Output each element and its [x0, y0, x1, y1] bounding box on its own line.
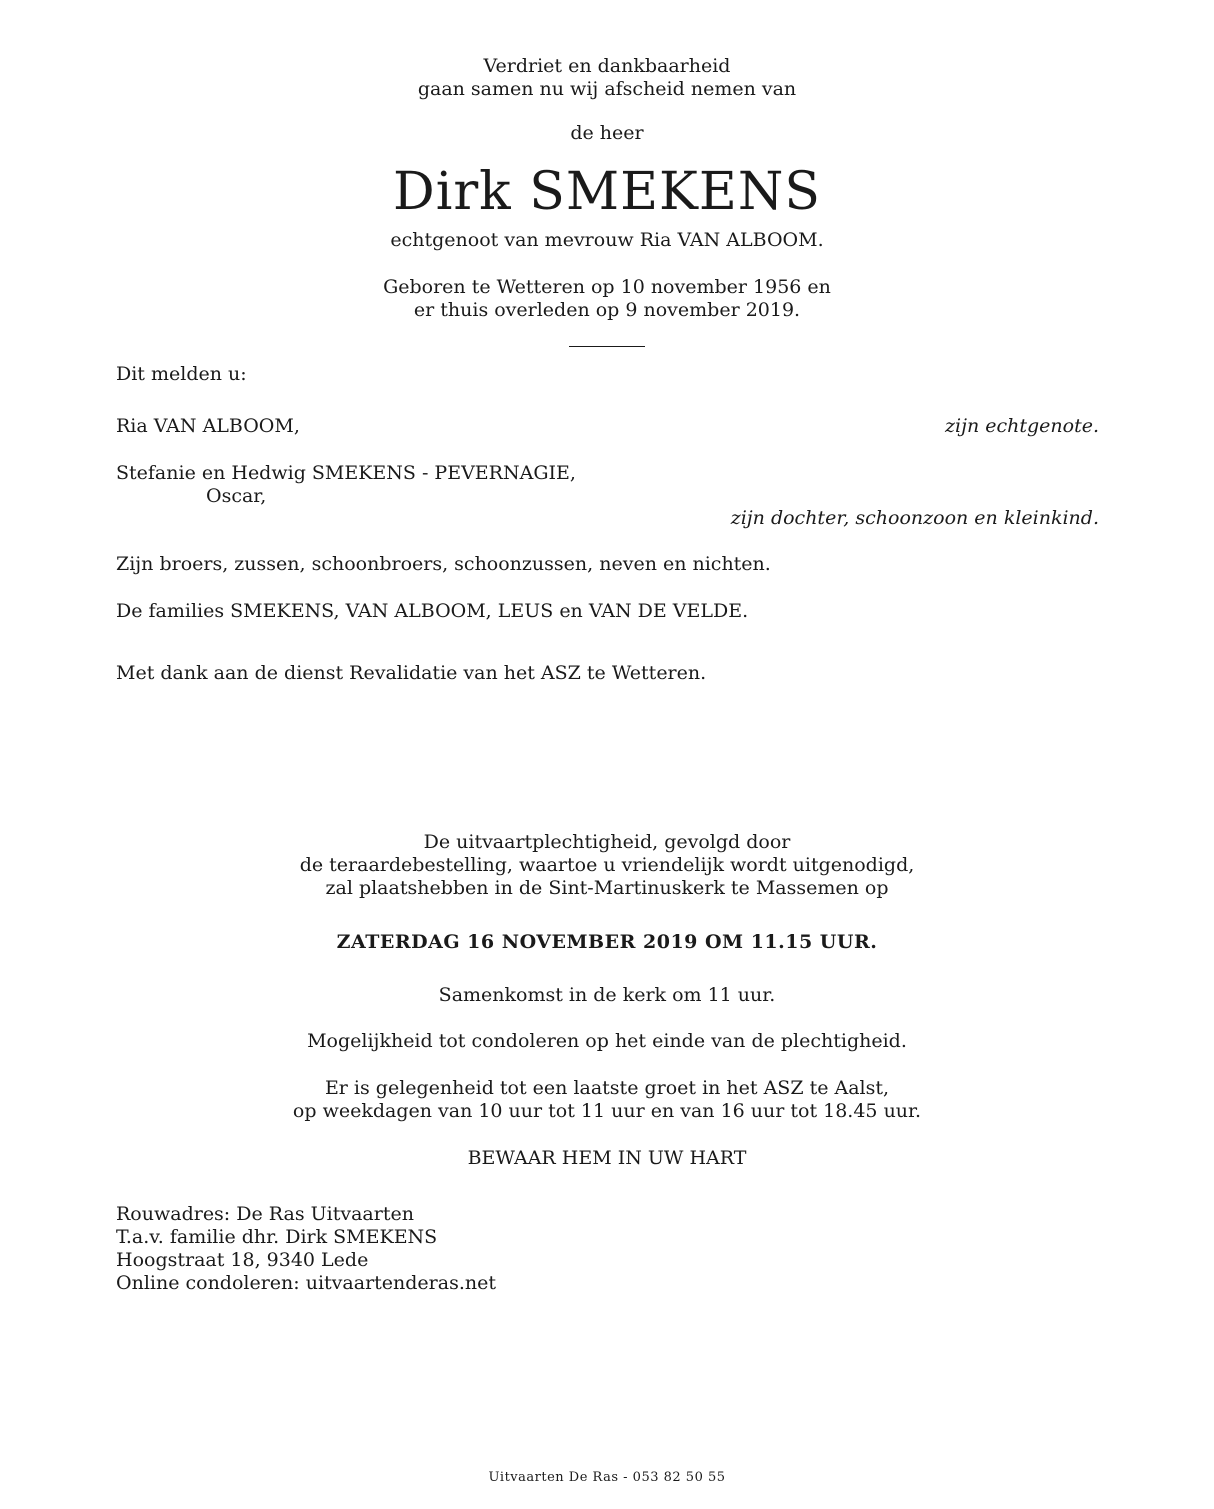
ceremony-line-2: de teraardebestelling, waartoe u vriendelijk wordt uitgenodigd,: [299, 854, 915, 876]
announcement-intro: Dit melden u:: [116, 363, 247, 385]
death-line: er thuis overleden op 9 november 2019.: [413, 299, 801, 321]
ceremony-line-1: De uitvaartplechtigheid, gevolgd door: [423, 831, 791, 853]
family-member-name: Stefanie en Hedwig SMEKENS - PEVERNAGIE,: [116, 462, 576, 484]
title-prefix: de heer: [570, 122, 644, 144]
condolence-line: Mogelijkheid tot condoleren op het einde van de plechtigheid.: [307, 1030, 907, 1052]
intro-line-1: Verdriet en dankbaarheid: [483, 55, 731, 77]
address-line-1: Rouwadres: De Ras Uitvaarten: [116, 1203, 414, 1225]
ceremony-date: ZATERDAG 16 NOVEMBER 2019 OM 11.15 UUR.: [336, 931, 878, 953]
birth-line: Geboren te Wetteren op 10 november 1956 en: [383, 276, 831, 298]
relatives-line: Zijn broers, zussen, schoonbroers, schoonzussen, neven en nichten.: [116, 553, 771, 575]
ceremony-line-3: zal plaatshebben in de Sint-Martinuskerk te Massemen op: [325, 877, 889, 899]
family-member-relation: zijn echtgenote.: [944, 415, 1099, 437]
footer-text: Uitvaarten De Ras - 053 82 50 55: [488, 1470, 726, 1485]
separator-line: [569, 346, 645, 347]
families-line: De families SMEKENS, VAN ALBOOM, LEUS en VAN DE VELDE.: [116, 600, 749, 622]
address-line-4: Online condoleren: uitvaartenderas.net: [116, 1272, 496, 1294]
farewell-line-2: op weekdagen van 10 uur tot 11 uur en van 16 uur tot 18.45 uur.: [292, 1100, 922, 1122]
address-line-3: Hoogstraat 18, 9340 Lede: [116, 1249, 369, 1271]
spouse-line: echtgenoot van mevrouw Ria VAN ALBOOM.: [390, 229, 824, 251]
intro-line-2: gaan samen nu wij afscheid nemen van: [417, 78, 797, 100]
family-member-relation: zijn dochter, schoonzoon en kleinkind.: [730, 507, 1099, 529]
thanks-line: Met dank aan de dienst Revalidatie van het ASZ te Wetteren.: [116, 662, 707, 684]
gathering-line: Samenkomst in de kerk om 11 uur.: [438, 984, 776, 1006]
deceased-name: Dirk SMEKENS: [393, 162, 821, 222]
farewell-line-1: Er is gelegenheid tot een laatste groet in het ASZ te Aalst,: [324, 1077, 890, 1099]
family-member-name-2: Oscar,: [206, 485, 267, 507]
family-member-name: Ria VAN ALBOOM,: [116, 415, 300, 437]
address-line-2: T.a.v. familie dhr. Dirk SMEKENS: [116, 1226, 438, 1248]
motto: BEWAAR HEM IN UW HART: [467, 1147, 747, 1169]
